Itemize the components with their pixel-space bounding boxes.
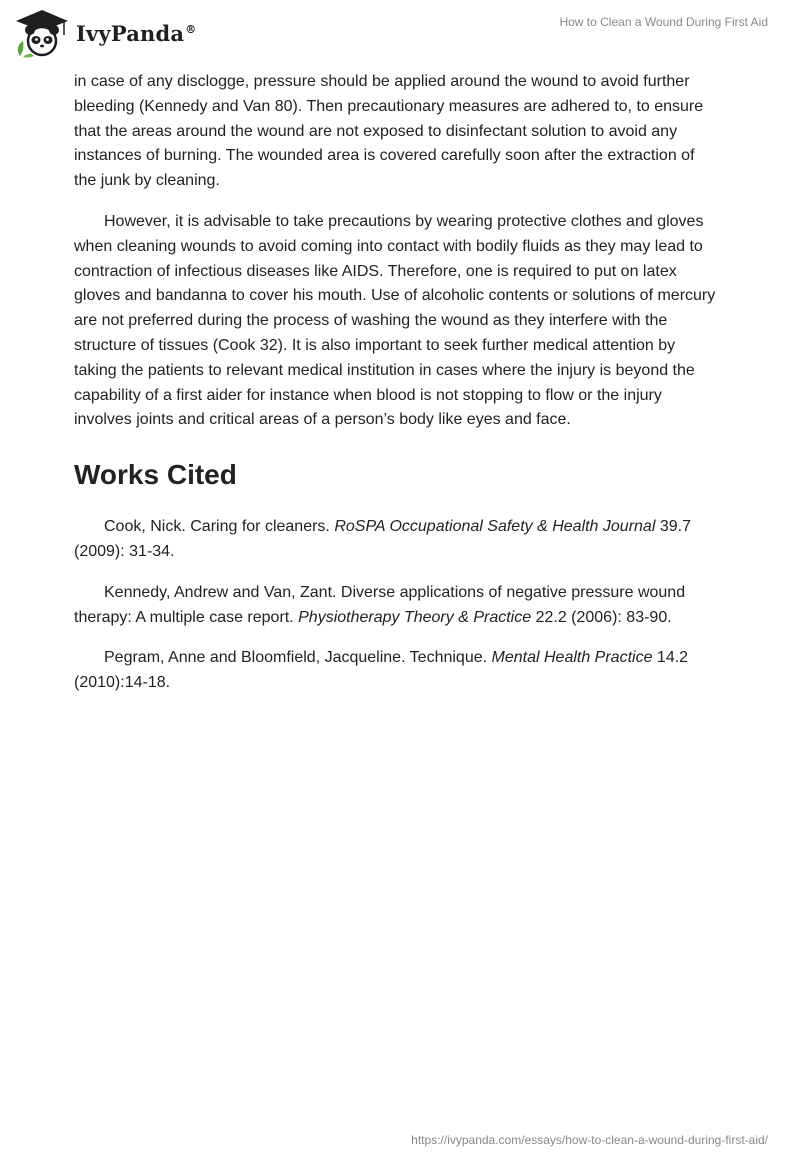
source-url-link[interactable]: https://ivypanda.com/essays/how-to-clean-a-wound-during-first-aid/ bbox=[411, 1133, 768, 1147]
citation-entry: Pegram, Anne and Bloomfield, Jacqueline. Technique. Mental Health Practice 14.2 (2010):14-18. bbox=[74, 649, 689, 692]
brand-name: IvyPanda® bbox=[76, 20, 197, 46]
panda-graduation-cap-icon bbox=[14, 8, 70, 58]
running-title: How to Clean a Wound During First Aid bbox=[559, 15, 768, 29]
citation-source-title: Mental Health Practice bbox=[491, 649, 653, 667]
page-header bbox=[0, 0, 800, 70]
works-cited-list bbox=[74, 515, 720, 696]
citation-entry: Kennedy, Andrew and Van, Zant. Diverse applications of negative pressure wound therapy: A multiple case report. Physiotherapy Theory & Practice 22.2 (2006): 83-90. bbox=[74, 583, 686, 626]
works-cited-heading: Works Cited bbox=[74, 459, 237, 491]
body-paragraph: However, it is advisable to take precautions by wearing protective clothes and gloves when cleaning wounds to avoid coming into contact with bodily fluids as they may lead to contraction of infectious diseases like AIDS. Therefore, one is required to put on latex gloves and bandanna to cover his mouth. Use of alcoholic contents or solutions of mercury are not preferred during the process of washing the wound as they interfere with the structure of tissues (Cook 32). It is also important to seek further medical attention by taking the patients to relevant medical institution in cases where the injury is beyond the capability of a first aider for instance when blood is not stopping to flow or the injury involves joints and critical areas of a person’s body like eyes and face. bbox=[74, 212, 716, 429]
citation-entry: Cook, Nick. Caring for cleaners. RoSPA Occupational Safety & Health Journal 39.7 (2009): 31-34. bbox=[74, 518, 691, 560]
body-paragraph: in case of any disclogge, pressure should be applied around the wound to avoid further bleeding (Kennedy and Van 80). Then precautionary measures are adhered to, to ensure that the areas around the wound are not exposed to disinfectant solution to avoid any instances of burning. The wounded area is covered carefully soon after the extraction of the junk by cleaning. bbox=[74, 73, 704, 190]
citation-source-title: RoSPA Occupational Safety & Health Journal bbox=[334, 518, 656, 536]
essay-content bbox=[74, 70, 720, 712]
ivypanda-logo[interactable] bbox=[14, 8, 196, 58]
citation-source-title: Physiotherapy Theory & Practice bbox=[298, 608, 532, 626]
